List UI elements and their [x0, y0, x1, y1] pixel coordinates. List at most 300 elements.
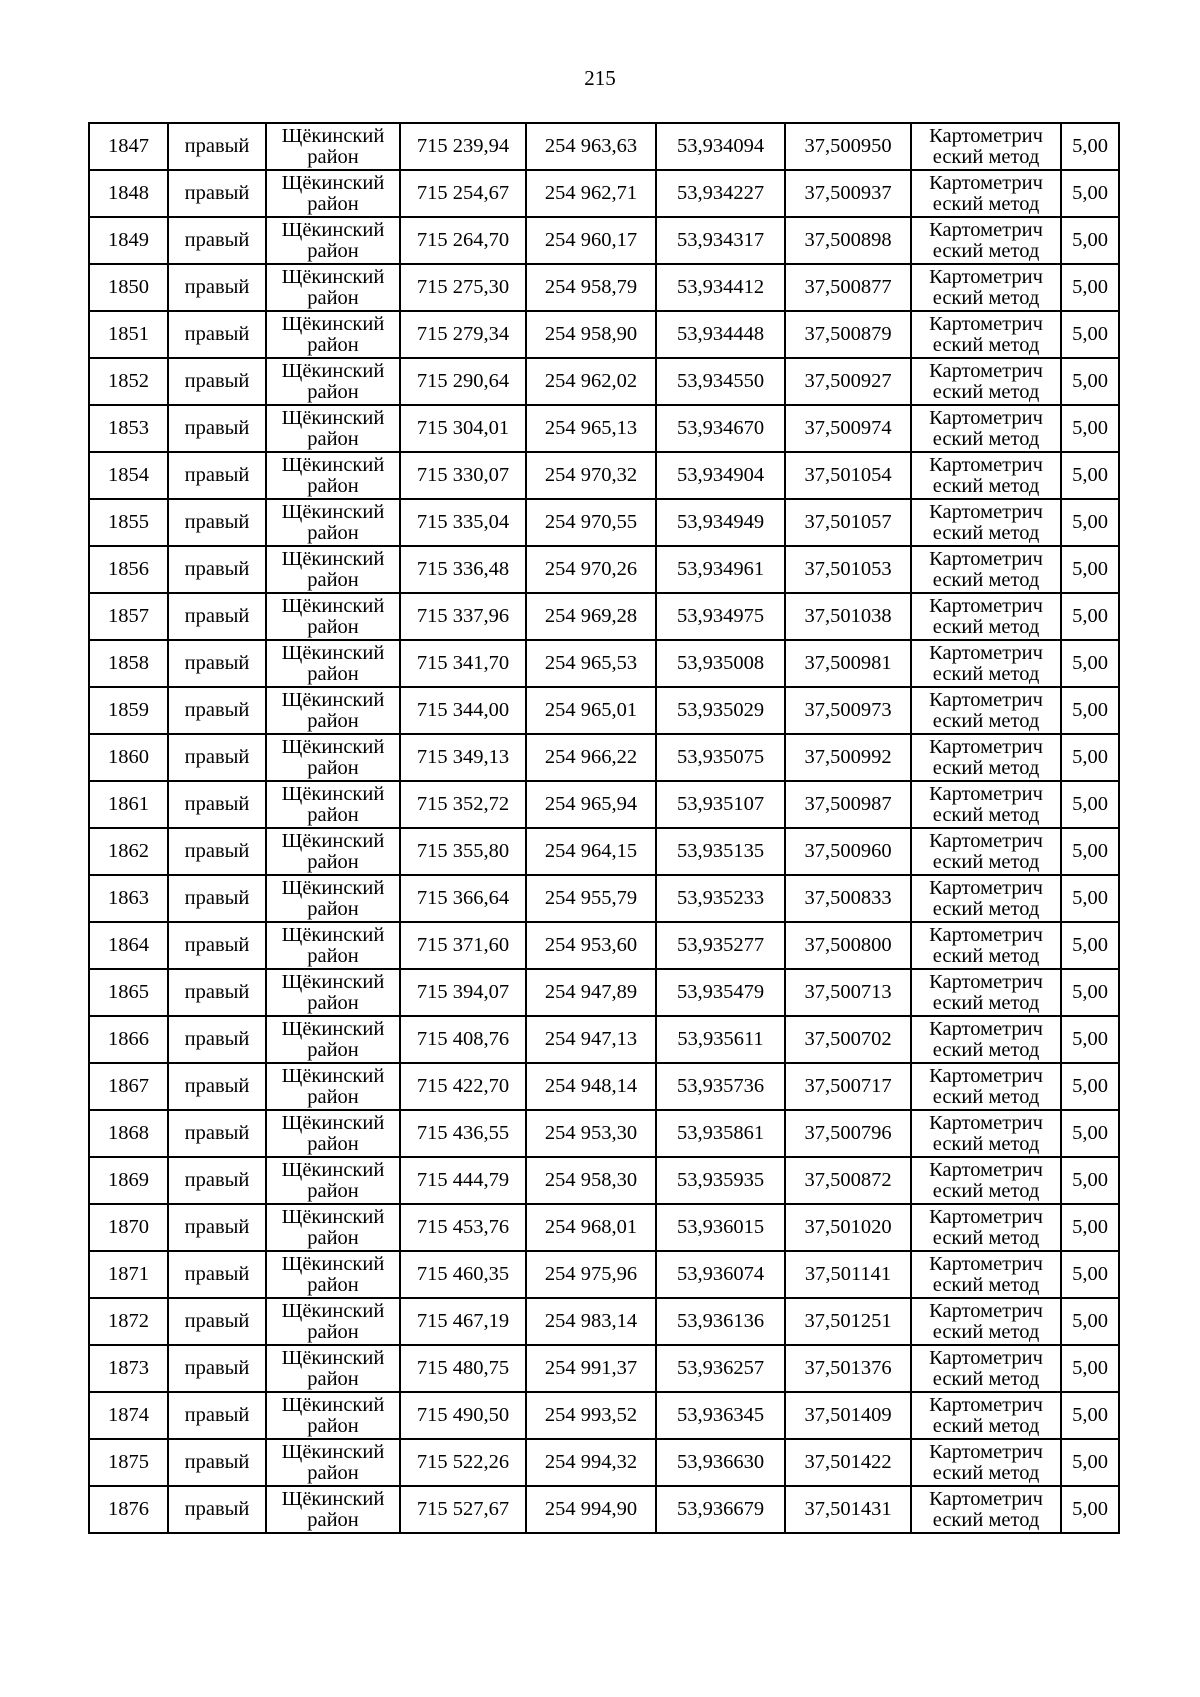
latitude-cell: 53,934670 [656, 405, 785, 452]
longitude-cell: 37,500981 [785, 640, 911, 687]
bank-side-cell: правый [168, 734, 266, 781]
district-cell-line: Щёкинский [281, 125, 385, 147]
method-cell-line: еский метод [932, 1414, 1040, 1437]
method-cell-line: Картометрич [929, 313, 1043, 335]
method-cell [911, 1486, 1061, 1533]
method-cell-line: еский метод [932, 427, 1040, 450]
method-cell-line: еский метод [932, 897, 1040, 920]
method-cell [911, 452, 1061, 499]
coordinate-y-cell: 254 968,01 [526, 1204, 656, 1251]
district-cell-line: район [307, 1273, 359, 1296]
district-cell-line: Щёкинский [281, 1253, 385, 1275]
point-number-cell: 1870 [89, 1204, 168, 1251]
district-cell-line: Щёкинский [281, 219, 385, 241]
accuracy-cell: 5,00 [1061, 969, 1119, 1016]
district-cell [266, 1486, 400, 1533]
latitude-cell: 53,935233 [656, 875, 785, 922]
coordinate-x-cell: 715 436,55 [400, 1110, 526, 1157]
district-cell-line: район [307, 991, 359, 1014]
point-number-cell: 1871 [89, 1251, 168, 1298]
method-cell-line: Картометрич [929, 595, 1043, 617]
bank-side-cell: правый [168, 828, 266, 875]
latitude-cell: 53,936015 [656, 1204, 785, 1251]
table-row [89, 875, 1119, 922]
longitude-cell: 37,500872 [785, 1157, 911, 1204]
method-cell [911, 1016, 1061, 1063]
method-cell-line: Картометрич [929, 1441, 1043, 1463]
coordinate-x-cell: 715 490,50 [400, 1392, 526, 1439]
bank-side-cell: правый [168, 1063, 266, 1110]
latitude-cell: 53,934961 [656, 546, 785, 593]
coordinate-y-cell: 254 953,60 [526, 922, 656, 969]
longitude-cell: 37,500973 [785, 687, 911, 734]
district-cell-line: район [307, 1320, 359, 1343]
bank-side-cell: правый [168, 781, 266, 828]
coordinate-x-cell: 715 335,04 [400, 499, 526, 546]
method-cell-line: еский метод [932, 709, 1040, 732]
latitude-cell: 53,934094 [656, 123, 785, 170]
district-cell-line: Щёкинский [281, 1394, 385, 1416]
method-cell [911, 358, 1061, 405]
latitude-cell: 53,935736 [656, 1063, 785, 1110]
method-cell-line: Картометрич [929, 1159, 1043, 1181]
table-row [89, 1486, 1119, 1533]
method-cell-line: Картометрич [929, 736, 1043, 758]
accuracy-cell: 5,00 [1061, 452, 1119, 499]
coordinate-x-cell: 715 422,70 [400, 1063, 526, 1110]
accuracy-cell: 5,00 [1061, 640, 1119, 687]
accuracy-cell: 5,00 [1061, 1157, 1119, 1204]
method-cell [911, 1298, 1061, 1345]
bank-side-cell: правый [168, 1110, 266, 1157]
district-cell-line: Щёкинский [281, 783, 385, 805]
longitude-cell: 37,501251 [785, 1298, 911, 1345]
coordinate-y-cell: 254 955,79 [526, 875, 656, 922]
district-cell-line: район [307, 333, 359, 356]
district-cell [266, 687, 400, 734]
method-cell [911, 1251, 1061, 1298]
district-cell-line: Щёкинский [281, 1112, 385, 1134]
coordinate-y-cell: 254 960,17 [526, 217, 656, 264]
district-cell [266, 217, 400, 264]
district-cell-line: район [307, 474, 359, 497]
accuracy-cell: 5,00 [1061, 1345, 1119, 1392]
latitude-cell: 53,934317 [656, 217, 785, 264]
latitude-cell: 53,936630 [656, 1439, 785, 1486]
accuracy-cell: 5,00 [1061, 264, 1119, 311]
district-cell [266, 875, 400, 922]
accuracy-cell: 5,00 [1061, 1204, 1119, 1251]
coordinate-y-cell: 254 958,79 [526, 264, 656, 311]
district-cell-line: Щёкинский [281, 689, 385, 711]
coordinate-y-cell: 254 963,63 [526, 123, 656, 170]
district-cell-line: Щёкинский [281, 1347, 385, 1369]
latitude-cell: 53,936074 [656, 1251, 785, 1298]
method-cell-line: Картометрич [929, 1347, 1043, 1369]
district-cell [266, 593, 400, 640]
method-cell-line: еский метод [932, 474, 1040, 497]
longitude-cell: 37,501409 [785, 1392, 911, 1439]
coordinate-x-cell: 715 279,34 [400, 311, 526, 358]
method-cell-line: Картометрич [929, 1065, 1043, 1087]
accuracy-cell: 5,00 [1061, 311, 1119, 358]
method-cell-line: еский метод [932, 1132, 1040, 1155]
table-row [89, 1016, 1119, 1063]
district-cell-line: район [307, 427, 359, 450]
coordinate-x-cell: 715 522,26 [400, 1439, 526, 1486]
point-number-cell: 1856 [89, 546, 168, 593]
coordinate-x-cell: 715 344,00 [400, 687, 526, 734]
table-row [89, 828, 1119, 875]
coordinate-y-cell: 254 965,01 [526, 687, 656, 734]
longitude-cell: 37,500937 [785, 170, 911, 217]
coordinate-x-cell: 715 330,07 [400, 452, 526, 499]
longitude-cell: 37,500927 [785, 358, 911, 405]
method-cell [911, 1392, 1061, 1439]
latitude-cell: 53,935029 [656, 687, 785, 734]
coordinate-y-cell: 254 962,02 [526, 358, 656, 405]
bank-side-cell: правый [168, 1204, 266, 1251]
table-row [89, 1298, 1119, 1345]
latitude-cell: 53,934949 [656, 499, 785, 546]
district-cell [266, 734, 400, 781]
table-row [89, 311, 1119, 358]
method-cell [911, 170, 1061, 217]
point-number-cell: 1874 [89, 1392, 168, 1439]
district-cell-line: Щёкинский [281, 548, 385, 570]
district-cell-line: Щёкинский [281, 1441, 385, 1463]
accuracy-cell: 5,00 [1061, 828, 1119, 875]
bank-side-cell: правый [168, 217, 266, 264]
latitude-cell: 53,936257 [656, 1345, 785, 1392]
table-row [89, 734, 1119, 781]
coordinate-y-cell: 254 983,14 [526, 1298, 656, 1345]
coordinate-y-cell: 254 947,13 [526, 1016, 656, 1063]
table-row [89, 1251, 1119, 1298]
coordinate-y-cell: 254 970,55 [526, 499, 656, 546]
point-number-cell: 1864 [89, 922, 168, 969]
bank-side-cell: правый [168, 687, 266, 734]
table-body [89, 123, 1119, 1533]
district-cell [266, 358, 400, 405]
district-cell-line: район [307, 568, 359, 591]
method-cell-line: Картометрич [929, 219, 1043, 241]
method-cell-line: Картометрич [929, 407, 1043, 429]
bank-side-cell: правый [168, 311, 266, 358]
latitude-cell: 53,934412 [656, 264, 785, 311]
latitude-cell: 53,934448 [656, 311, 785, 358]
coordinate-x-cell: 715 467,19 [400, 1298, 526, 1345]
method-cell-line: еский метод [932, 1461, 1040, 1484]
latitude-cell: 53,936679 [656, 1486, 785, 1533]
method-cell-line: еский метод [932, 1273, 1040, 1296]
district-cell [266, 969, 400, 1016]
coordinate-x-cell: 715 460,35 [400, 1251, 526, 1298]
coordinate-x-cell: 715 444,79 [400, 1157, 526, 1204]
method-cell [911, 922, 1061, 969]
coordinate-x-cell: 715 453,76 [400, 1204, 526, 1251]
latitude-cell: 53,935861 [656, 1110, 785, 1157]
accuracy-cell: 5,00 [1061, 1110, 1119, 1157]
coordinate-y-cell: 254 958,30 [526, 1157, 656, 1204]
method-cell-line: еский метод [932, 286, 1040, 309]
method-cell [911, 781, 1061, 828]
district-cell [266, 781, 400, 828]
method-cell [911, 969, 1061, 1016]
accuracy-cell: 5,00 [1061, 170, 1119, 217]
method-cell-line: еский метод [932, 333, 1040, 356]
table-row [89, 1157, 1119, 1204]
method-cell [911, 499, 1061, 546]
method-cell-line: Картометрич [929, 1206, 1043, 1228]
method-cell-line: еский метод [932, 850, 1040, 873]
coordinate-x-cell: 715 349,13 [400, 734, 526, 781]
coordinate-y-cell: 254 994,90 [526, 1486, 656, 1533]
district-cell-line: район [307, 615, 359, 638]
point-number-cell: 1857 [89, 593, 168, 640]
coordinate-x-cell: 715 264,70 [400, 217, 526, 264]
method-cell-line: еский метод [932, 1085, 1040, 1108]
district-cell-line: район [307, 1085, 359, 1108]
coordinate-x-cell: 715 254,67 [400, 170, 526, 217]
district-cell-line: район [307, 521, 359, 544]
district-cell-line: район [307, 1226, 359, 1249]
district-cell-line: Щёкинский [281, 407, 385, 429]
district-cell-line: район [307, 944, 359, 967]
point-number-cell: 1854 [89, 452, 168, 499]
bank-side-cell: правый [168, 1345, 266, 1392]
method-cell-line: Картометрич [929, 454, 1043, 476]
district-cell [266, 828, 400, 875]
method-cell-line: Картометрич [929, 971, 1043, 993]
district-cell [266, 1392, 400, 1439]
point-number-cell: 1861 [89, 781, 168, 828]
method-cell-line: еский метод [932, 521, 1040, 544]
district-cell-line: Щёкинский [281, 971, 385, 993]
bank-side-cell: правый [168, 875, 266, 922]
method-cell [911, 264, 1061, 311]
coordinate-y-cell: 254 948,14 [526, 1063, 656, 1110]
latitude-cell: 53,935935 [656, 1157, 785, 1204]
bank-side-cell: правый [168, 546, 266, 593]
method-cell [911, 640, 1061, 687]
method-cell-line: Картометрич [929, 783, 1043, 805]
method-cell [911, 217, 1061, 264]
accuracy-cell: 5,00 [1061, 123, 1119, 170]
method-cell-line: еский метод [932, 239, 1040, 262]
table-row [89, 170, 1119, 217]
latitude-cell: 53,935277 [656, 922, 785, 969]
coordinate-y-cell: 254 965,53 [526, 640, 656, 687]
point-number-cell: 1847 [89, 123, 168, 170]
longitude-cell: 37,500987 [785, 781, 911, 828]
district-cell-line: Щёкинский [281, 1065, 385, 1087]
district-cell [266, 1298, 400, 1345]
longitude-cell: 37,500877 [785, 264, 911, 311]
district-cell-line: Щёкинский [281, 924, 385, 946]
method-cell [911, 123, 1061, 170]
method-cell-line: Картометрич [929, 1300, 1043, 1322]
coordinate-y-cell: 254 965,94 [526, 781, 656, 828]
coordinate-y-cell: 254 975,96 [526, 1251, 656, 1298]
accuracy-cell: 5,00 [1061, 875, 1119, 922]
method-cell [911, 828, 1061, 875]
point-number-cell: 1873 [89, 1345, 168, 1392]
method-cell [911, 1439, 1061, 1486]
point-number-cell: 1868 [89, 1110, 168, 1157]
accuracy-cell: 5,00 [1061, 405, 1119, 452]
method-cell [911, 1157, 1061, 1204]
district-cell [266, 499, 400, 546]
district-cell-line: район [307, 1367, 359, 1390]
accuracy-cell: 5,00 [1061, 1251, 1119, 1298]
longitude-cell: 37,501422 [785, 1439, 911, 1486]
point-number-cell: 1867 [89, 1063, 168, 1110]
accuracy-cell: 5,00 [1061, 217, 1119, 264]
method-cell-line: еский метод [932, 1226, 1040, 1249]
district-cell [266, 1251, 400, 1298]
district-cell [266, 546, 400, 593]
coordinate-x-cell: 715 341,70 [400, 640, 526, 687]
method-cell [911, 1204, 1061, 1251]
longitude-cell: 37,500713 [785, 969, 911, 1016]
method-cell-line: еский метод [932, 1038, 1040, 1061]
method-cell-line: Картометрич [929, 501, 1043, 523]
longitude-cell: 37,500960 [785, 828, 911, 875]
method-cell-line: еский метод [932, 380, 1040, 403]
longitude-cell: 37,500800 [785, 922, 911, 969]
district-cell [266, 452, 400, 499]
district-cell [266, 1063, 400, 1110]
point-number-cell: 1860 [89, 734, 168, 781]
table-row [89, 499, 1119, 546]
district-cell-line: район [307, 239, 359, 262]
coordinate-x-cell: 715 408,76 [400, 1016, 526, 1063]
district-cell-line: Щёкинский [281, 877, 385, 899]
bank-side-cell: правый [168, 969, 266, 1016]
point-number-cell: 1853 [89, 405, 168, 452]
method-cell-line: еский метод [932, 1367, 1040, 1390]
coordinate-x-cell: 715 290,64 [400, 358, 526, 405]
district-cell [266, 405, 400, 452]
district-cell [266, 922, 400, 969]
district-cell-line: район [307, 803, 359, 826]
coordinate-y-cell: 254 970,32 [526, 452, 656, 499]
method-cell-line: Картометрич [929, 1488, 1043, 1510]
method-cell [911, 1345, 1061, 1392]
coordinate-x-cell: 715 304,01 [400, 405, 526, 452]
table-row [89, 922, 1119, 969]
coordinate-y-cell: 254 970,26 [526, 546, 656, 593]
coordinate-x-cell: 715 394,07 [400, 969, 526, 1016]
district-cell-line: Щёкинский [281, 501, 385, 523]
district-cell-line: район [307, 1179, 359, 1202]
method-cell-line: Картометрич [929, 924, 1043, 946]
coordinate-y-cell: 254 964,15 [526, 828, 656, 875]
method-cell [911, 405, 1061, 452]
district-cell [266, 1110, 400, 1157]
latitude-cell: 53,935135 [656, 828, 785, 875]
longitude-cell: 37,500898 [785, 217, 911, 264]
method-cell [911, 1063, 1061, 1110]
method-cell-line: Картометрич [929, 548, 1043, 570]
district-cell-line: Щёкинский [281, 595, 385, 617]
bank-side-cell: правый [168, 593, 266, 640]
longitude-cell: 37,501141 [785, 1251, 911, 1298]
coordinate-y-cell: 254 966,22 [526, 734, 656, 781]
bank-side-cell: правый [168, 499, 266, 546]
table-row [89, 1204, 1119, 1251]
coordinates-table [88, 122, 1120, 1534]
district-cell-line: Щёкинский [281, 1018, 385, 1040]
method-cell-line: Картометрич [929, 266, 1043, 288]
district-cell [266, 311, 400, 358]
district-cell-line: район [307, 1508, 359, 1531]
point-number-cell: 1859 [89, 687, 168, 734]
coordinate-x-cell: 715 527,67 [400, 1486, 526, 1533]
longitude-cell: 37,500879 [785, 311, 911, 358]
bank-side-cell: правый [168, 358, 266, 405]
bank-side-cell: правый [168, 1016, 266, 1063]
page-number: 215 [584, 66, 616, 90]
district-cell-line: Щёкинский [281, 1300, 385, 1322]
coordinate-y-cell: 254 994,32 [526, 1439, 656, 1486]
district-cell-line: район [307, 662, 359, 685]
method-cell-line: еский метод [932, 192, 1040, 215]
method-cell-line: еский метод [932, 803, 1040, 826]
coordinate-y-cell: 254 993,52 [526, 1392, 656, 1439]
bank-side-cell: правый [168, 170, 266, 217]
method-cell-line: Картометрич [929, 642, 1043, 664]
longitude-cell: 37,500833 [785, 875, 911, 922]
point-number-cell: 1862 [89, 828, 168, 875]
coordinate-y-cell: 254 958,90 [526, 311, 656, 358]
accuracy-cell: 5,00 [1061, 781, 1119, 828]
method-cell-line: еский метод [932, 1179, 1040, 1202]
coordinate-x-cell: 715 355,80 [400, 828, 526, 875]
table-row [89, 1110, 1119, 1157]
coordinate-y-cell: 254 969,28 [526, 593, 656, 640]
longitude-cell: 37,500717 [785, 1063, 911, 1110]
coordinate-x-cell: 715 336,48 [400, 546, 526, 593]
method-cell-line: еский метод [932, 568, 1040, 591]
point-number-cell: 1866 [89, 1016, 168, 1063]
table-row [89, 217, 1119, 264]
coordinate-y-cell: 254 991,37 [526, 1345, 656, 1392]
district-cell-line: Щёкинский [281, 360, 385, 382]
method-cell-line: Картометрич [929, 830, 1043, 852]
district-cell-line: район [307, 756, 359, 779]
bank-side-cell: правый [168, 405, 266, 452]
district-cell [266, 640, 400, 687]
district-cell-line: район [307, 1038, 359, 1061]
table-row [89, 1392, 1119, 1439]
longitude-cell: 37,501057 [785, 499, 911, 546]
latitude-cell: 53,935075 [656, 734, 785, 781]
table-row [89, 546, 1119, 593]
coordinate-x-cell: 715 352,72 [400, 781, 526, 828]
point-number-cell: 1848 [89, 170, 168, 217]
table-row [89, 1063, 1119, 1110]
district-cell-line: район [307, 1414, 359, 1437]
method-cell-line: Картометрич [929, 1018, 1043, 1040]
district-cell [266, 1204, 400, 1251]
method-cell-line: Картометрич [929, 360, 1043, 382]
table-row [89, 593, 1119, 640]
district-cell-line: Щёкинский [281, 1159, 385, 1181]
table-row [89, 969, 1119, 1016]
point-number-cell: 1855 [89, 499, 168, 546]
